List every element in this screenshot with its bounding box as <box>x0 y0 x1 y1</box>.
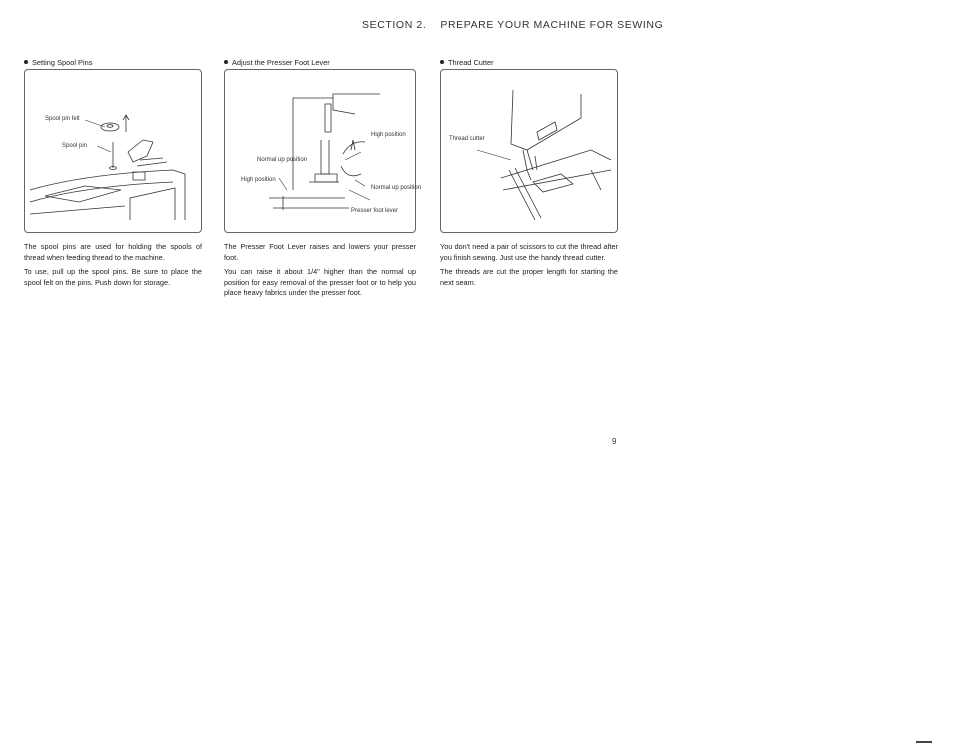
section-thread-cutter <box>440 57 618 288</box>
spool-pin-illustration <box>24 69 202 233</box>
thread-cutter-illustration <box>440 69 618 233</box>
normal-up-left-label: Normal up position <box>257 157 308 163</box>
presser-foot-lever-label: Presser foot lever <box>351 208 399 214</box>
paragraph: The spool pins are used for holding the spools of thread when feeding thread to the machine. <box>24 242 202 262</box>
bullet-icon <box>440 60 444 64</box>
thread-cutter-drawing <box>441 70 619 232</box>
high-position-left-label: High position <box>241 177 276 183</box>
paragraph: The threads are cut the proper length for starting the next seam. <box>440 267 618 287</box>
spool-pin-drawing <box>25 70 203 232</box>
section-heading: Setting Spool Pins <box>24 57 202 69</box>
section-number: SECTION 2. <box>362 19 427 31</box>
paragraph: You don't need a pair of scissors to cut the thread after you finish sewing. Just use the handy thread cutter. <box>440 242 618 262</box>
section-heading: Adjust the Presser Foot Lever <box>224 57 416 69</box>
section-spool-pins <box>24 57 202 288</box>
normal-up-right-label: Normal up position <box>371 185 422 191</box>
high-position-right-label: High position <box>371 132 406 138</box>
corner-mark <box>916 741 932 743</box>
page-header <box>362 19 663 31</box>
paragraph: To use, pull up the spool pins. Be sure to place the spool felt on the pins. Push down for storage. <box>24 267 202 287</box>
thread-cutter-label: Thread cutter <box>449 136 485 142</box>
paragraph: You can raise it about 1/4" higher than the normal up position for easy removal of the presser foot or to help you place heavy fabrics under the presser foot. <box>224 267 416 298</box>
section-heading: Thread Cutter <box>440 57 618 69</box>
spool-pin-label: Spool pin <box>62 143 88 149</box>
bullet-icon <box>24 60 28 64</box>
page-number: 9 <box>612 437 617 446</box>
section-presser-foot-lever <box>224 57 422 299</box>
spool-pin-felt-label: Spool pin felt <box>45 116 80 122</box>
section-title: PREPARE YOUR MACHINE FOR SEWING <box>440 19 664 31</box>
bullet-icon <box>224 60 228 64</box>
presser-foot-illustration <box>224 69 422 233</box>
paragraph: The Presser Foot Lever raises and lowers your presser foot. <box>224 242 416 262</box>
